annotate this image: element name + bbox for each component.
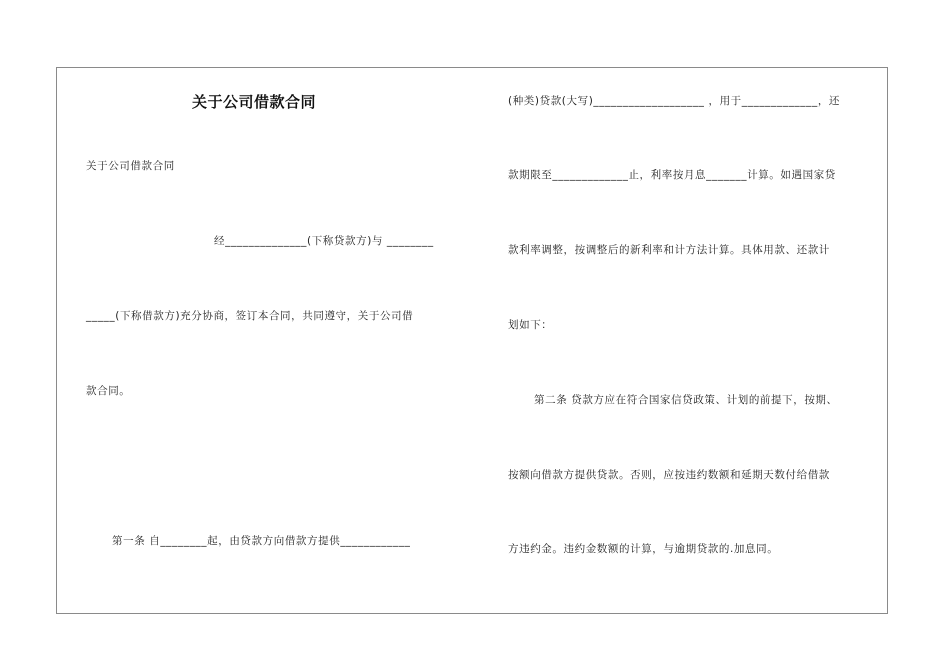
article-two-line: 第二条 贷款方应在符合国家信贷政策、计划的前提下，按期、 <box>534 394 838 406</box>
right-paragraph-line: 按额向借款方提供贷款。否则，应按违约数额和延期天数付给借款 <box>508 469 830 481</box>
left-paragraph-line: 经______________(下称贷款方)与 ________ <box>214 235 434 247</box>
right-paragraph-line: (种类)贷款(大写)___________________ ，用于_____________，还 <box>508 95 841 107</box>
right-paragraph-line: 款期限至_____________止，利率按月息_______计算。如遇国家贷 <box>508 169 836 181</box>
left-paragraph-line: _____(下称借款方)充分协商，签订本合同，共同遵守，关于公司借 <box>86 310 414 322</box>
left-paragraph-line: 关于公司借款合同 <box>86 160 175 172</box>
document-page-frame <box>56 67 888 614</box>
right-paragraph-line: 款利率调整，按调整后的新利率和计方法计算。具体用款、还款计 <box>508 244 830 256</box>
right-paragraph-line: 划如下： <box>508 319 553 331</box>
document-title: 关于公司借款合同 <box>192 93 317 111</box>
article-one-line: 第一条 自________起，由贷款方向借款方提供____________ <box>112 535 411 547</box>
right-paragraph-line: 方违约金。违约金数额的计算，与逾期贷款的.加息同。 <box>508 543 779 555</box>
left-paragraph-line: 款合同。 <box>86 385 131 397</box>
